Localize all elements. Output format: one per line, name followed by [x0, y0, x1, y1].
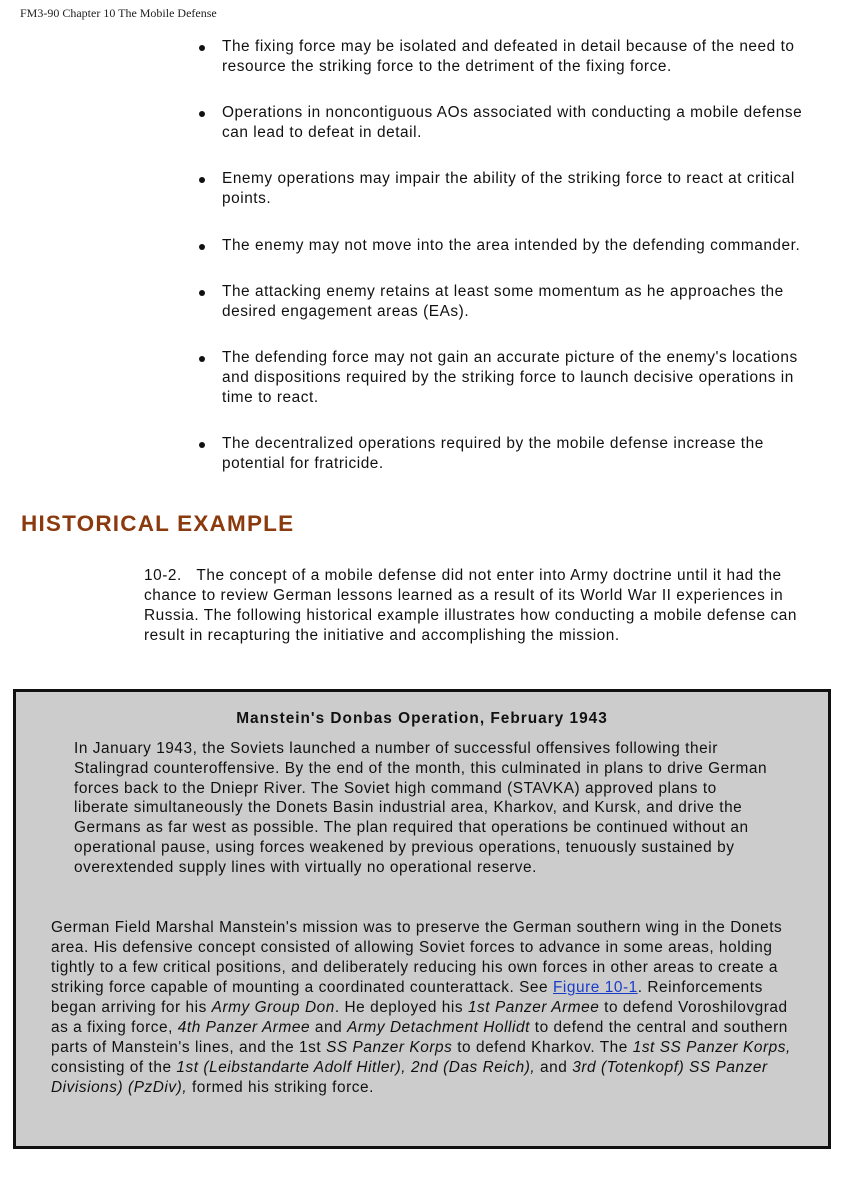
bullet-text: The enemy may not move into the area intended by the defending commander.	[222, 236, 801, 254]
italic-segment: 1st SS Panzer Korps,	[632, 1039, 791, 1056]
example-paragraph-1: In January 1943, the Soviets launched a number of successful offensives following their Stalingrad counteroffensive. By the end of the month, this culminated in plans to drive German forces back to the Dniepr River. The Soviet high command (STAVKA) approved plans to liberate simultaneously the Donets Basin industrial area, Kharkov, and Kursk, and drive the Germans as far west as possible. The plan required that operations be continued without an operational pause, using forces weakened by previous operations, tenuously sustained by overextended supply lines with virtually no operational reserve.	[74, 740, 768, 876]
list-item	[195, 348, 815, 408]
text-segment: to defend Voroshilovgrad as a fixing force,	[51, 999, 788, 1036]
historical-example-box	[13, 689, 831, 1149]
text-segment: and	[535, 1059, 573, 1076]
bullet-icon	[199, 244, 205, 250]
italic-segment: Army Group Don	[211, 999, 335, 1016]
bullet-list	[195, 37, 815, 500]
text-segment: to defend the central and southern parts of Manstein's lines, and the 1st	[51, 1019, 788, 1056]
text-segment: consisting of the	[51, 1059, 177, 1076]
bullet-text: Enemy operations may impair the ability of the striking force to react at critical points.	[222, 170, 795, 208]
italic-segment: 1st (Leibstandarte Adolf Hitler), 2nd (Das Reich),	[176, 1059, 536, 1076]
paragraph-number: 10-2.	[144, 567, 182, 584]
bullet-icon	[199, 111, 205, 117]
text-segment: German Field Marshal Manstein's mission was to preserve the German southern wing in the Donets area. His defensive concept consisted of allowing Soviet forces to advance in some areas, holding tightly to a few critical positions, and deliberately reducing his own forces in other areas to create a striking force capable of mounting a coordinated counterattack. See	[51, 919, 783, 996]
italic-segment: Army Detachment Hollidt	[347, 1019, 530, 1036]
list-item	[195, 236, 815, 256]
text-segment: and	[310, 1019, 348, 1036]
text-segment: . Reinforcements began arriving for his	[51, 979, 763, 1016]
text-segment: formed his striking force.	[187, 1079, 374, 1096]
section-heading: HISTORICAL EXAMPLE	[21, 511, 295, 536]
text-segment: . He deployed his	[334, 999, 468, 1016]
bullet-icon	[199, 290, 205, 296]
list-item	[195, 434, 815, 474]
figure-10-1-link[interactable]: Figure 10-1	[552, 979, 638, 996]
bullet-icon	[199, 45, 205, 51]
bullet-text: Operations in noncontiguous AOs associated with conducting a mobile defense can lead to defeat in detail.	[222, 104, 803, 142]
page-header-title: FM3-90 Chapter 10 The Mobile Defense	[20, 6, 217, 20]
italic-segment: 4th Panzer Armee	[177, 1019, 311, 1036]
list-item	[195, 282, 815, 322]
bullet-icon	[199, 356, 205, 362]
bullet-text: The decentralized operations required by the mobile defense increase the potential for fratricide.	[222, 435, 764, 473]
bullet-icon	[199, 442, 205, 448]
italic-segment: SS Panzer Korps	[326, 1039, 453, 1056]
example-title: Manstein's Donbas Operation, February 1943	[236, 710, 608, 727]
italic-segment: 1st Panzer Armee	[467, 999, 600, 1016]
list-item	[195, 37, 815, 77]
paragraph-text: The concept of a mobile defense did not enter into Army doctrine until it had the chance to review German lessons learned as a result of its World War II experiences in Russia. The following historical example illustrates how conducting a mobile defense can result in recapturing the initiative and accomplishing the mission.	[144, 567, 797, 644]
italic-segment: 3rd (Totenkopf) SS Panzer Divisions) (PzDiv),	[51, 1059, 768, 1096]
example-paragraph-2	[51, 918, 791, 1098]
list-item	[195, 169, 815, 209]
bullet-text: The attacking enemy retains at least some momentum as he approaches the desired engagement areas (EAs).	[222, 282, 784, 320]
text-segment: to defend Kharkov. The	[452, 1039, 633, 1056]
bullet-text: The defending force may not gain an accurate picture of the enemy's locations and dispositions required by the striking force to launch decisive operations in time to react.	[222, 348, 798, 406]
intro-paragraph	[144, 566, 814, 646]
bullet-text: The fixing force may be isolated and defeated in detail because of the need to resource the striking force to the detriment of the fixing force.	[222, 38, 795, 75]
list-item	[195, 103, 815, 143]
bullet-icon	[199, 177, 205, 183]
